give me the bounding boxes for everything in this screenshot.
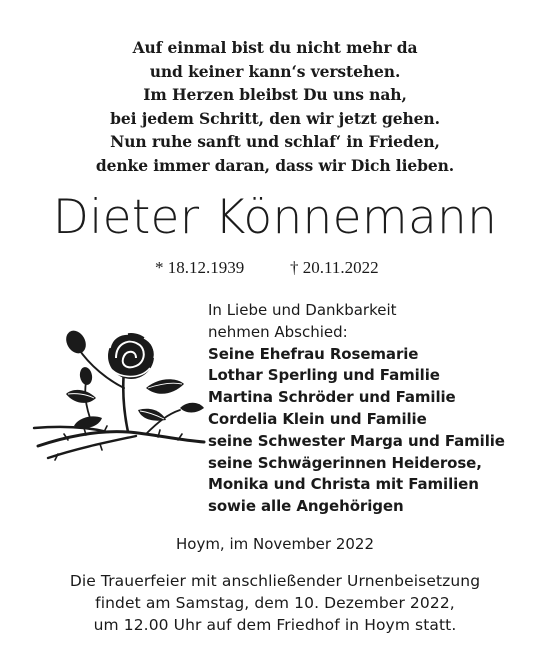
poem-line: Im Herzen bleibst Du uns nah, bbox=[143, 85, 407, 104]
rose-illustration bbox=[28, 318, 206, 468]
farewell-intro-line: In Liebe und Dankbarkeit bbox=[208, 301, 397, 319]
mourner-name: Lothar Sperling und Familie bbox=[208, 366, 440, 385]
deceased-name: Dieter Könnemann bbox=[52, 190, 498, 245]
funeral-detail-line: um 12.00 Uhr auf dem Friedhof in Hoym statt. bbox=[93, 616, 457, 634]
mourners-list bbox=[208, 300, 505, 518]
poem-line: Nun ruhe sanft und schlaf‘ in Frieden, bbox=[110, 132, 440, 151]
place-and-date: Hoym, im November 2022 bbox=[175, 535, 374, 553]
mourner-name: Monika und Christa mit Familien bbox=[208, 475, 479, 494]
mourner-name: seine Schwester Marga und Familie bbox=[208, 431, 505, 450]
mourner-name: seine Schwägerinnen Heiderose, bbox=[208, 453, 482, 472]
farewell-intro-line: nehmen Abschied: bbox=[208, 322, 348, 341]
mourner-name: Seine Ehefrau Rosemarie bbox=[208, 344, 419, 363]
birth-date: * 18.12.1939 bbox=[155, 258, 245, 277]
funeral-detail-line: Die Trauerfeier mit anschließender Urnenbeisetzung bbox=[69, 572, 481, 590]
mourner-name: sowie alle Angehörigen bbox=[208, 497, 404, 516]
poem-line: denke immer daran, dass wir Dich lieben. bbox=[95, 155, 455, 175]
poem-line: bei jedem Schritt, den wir jetzt gehen. bbox=[110, 108, 440, 128]
death-date: † 20.11.2022 bbox=[290, 258, 379, 277]
poem-line: und keiner kann‘s verstehen. bbox=[149, 61, 401, 81]
funeral-detail-line: findet am Samstag, dem 10. Dezember 2022, bbox=[95, 594, 455, 612]
mourner-name: Martina Schröder und Familie bbox=[208, 388, 456, 407]
mourner-name: Cordelia Klein und Familie bbox=[208, 409, 427, 428]
funeral-details bbox=[0, 570, 550, 636]
memorial-poem bbox=[0, 36, 550, 177]
poem-line: Auf einmal bist du nicht mehr da bbox=[132, 38, 418, 57]
